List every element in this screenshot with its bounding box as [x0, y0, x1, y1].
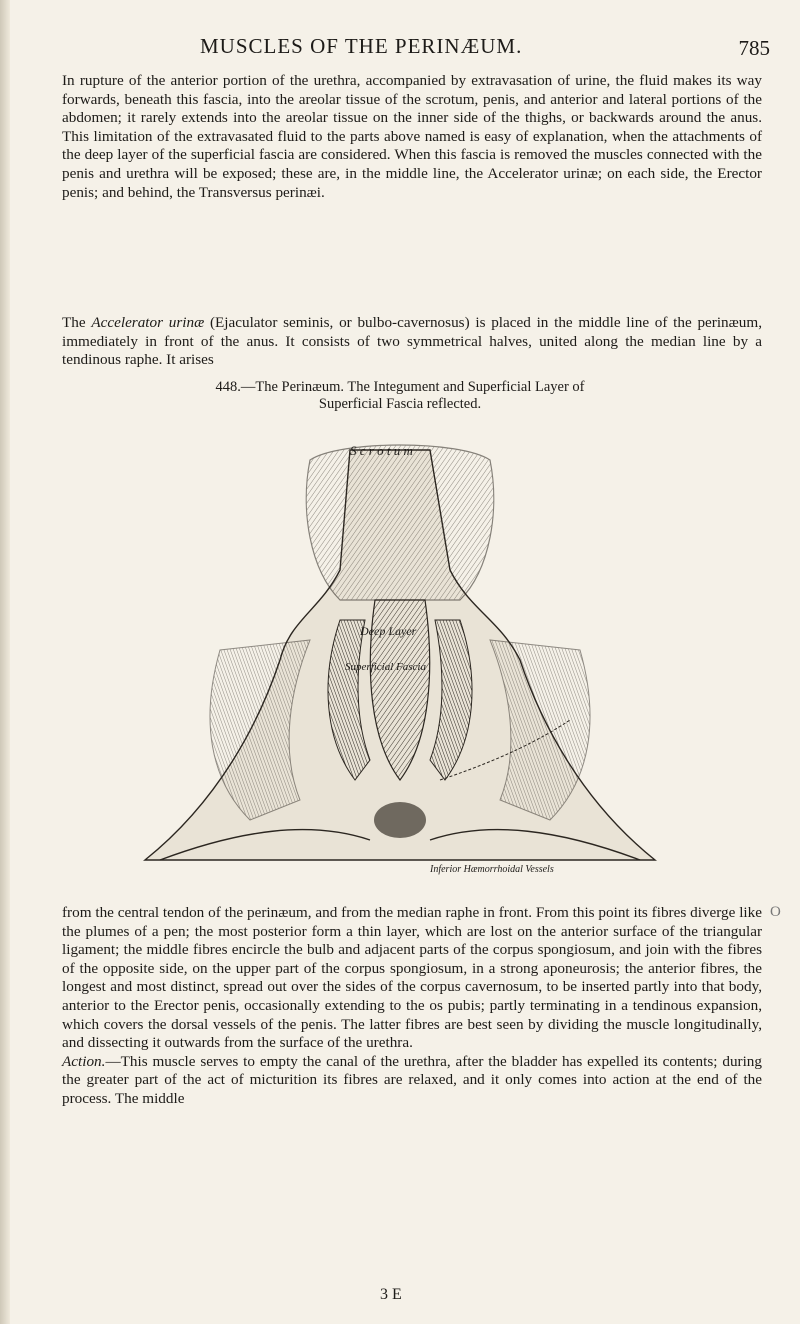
running-title: MUSCLES OF THE PERINÆUM. [200, 34, 523, 58]
paragraph-accelerator [62, 314, 762, 370]
paragraph-continuation [62, 904, 762, 1109]
figure-caption [190, 379, 610, 413]
paragraph-text: In rupture of the anterior portion of the urethra, accompanied by extravasation of urine, the fluid makes its way forwards, beneath this fascia, into the areolar tissue of the scrotum, penis, and anterior and lateral portions of the abdomen; it rarely extends into the areolar tissue on the inner side of the thighs, or backwards around the anus. This limitation of the extravasated fluid to the parts above named is easy of explanation, when the attachments of the deep layer of the superficial fascia are considered. When this fascia is removed the muscles connected with the penis and urethra will be exposed; these are, in the middle line, the Accelerator urinæ; on each side, the Erector penis; and behind, the Transversus perinæi. [62, 72, 762, 201]
label-scrotum: S c r o t u m [350, 443, 413, 458]
label-superficial-fascia: Superficial Fascia [345, 661, 426, 673]
text-rest: (Ejaculator seminis, or bulbo-cavernosus) is placed in the middle line of the perinæum, immediately in front of the anus. It consists of two symmetrical halves, united along the median line by a tendinous raphe. It arises [62, 314, 762, 369]
scrotum-shape [306, 445, 494, 600]
muscle-term: Accelerator urinæ [91, 314, 205, 331]
paragraph-text: from the central tendon of the perinæum, and from the median raphe in front. From this point its fibres diverge like the plumes of a pen; the most posterior form a thin layer, which are lost on the anterior surface of the triangular ligament; the middle fibres encircle the bulb and adjacent parts of the corpus spongiosum, and join with the fibres of the opposite side, on the upper part of the corpus spongiosum, in a strong aponeurosis; the anterior fibres, the longest and most distinct, spread out over the sides of the corpus cavernosum, to be inserted partly into that body, anterior to the Erector penis, occasionally extending to the os pubis; partly terminating in a tendinous expansion, which covers the dorsal vessels of the penis. The latter fibres are best seen by dividing the muscle longitudinally, and dissecting it outwards from the surface of the urethra. [62, 904, 762, 1052]
page-header [60, 34, 770, 64]
page-number: 785 [738, 36, 770, 60]
label-deep-layer: Deep Layer [360, 624, 417, 638]
caption-line: Superficial Fascia reflected. [318, 396, 482, 412]
page-edge [0, 0, 10, 1324]
anus [374, 802, 426, 838]
perinaeum-illustration [140, 420, 660, 890]
paragraph-text [62, 314, 762, 370]
caption-line: 448.—The Perinæum. The Integument and Superficial Layer of [215, 379, 585, 395]
action-text: —This muscle serves to empty the canal of the urethra, after the bladder has expelled its contents; during the greater part of the act of micturition its fibres are relaxed, and it only comes into action at the end of the process. The middle [62, 1052, 762, 1107]
margin-mark: O [770, 904, 781, 920]
label-vessels: Inferior Hæmorrhoidal Vessels [430, 864, 554, 875]
signature-mark: 3 E [380, 1286, 402, 1303]
paragraph-rupture [62, 72, 762, 202]
text-lead: The [62, 314, 92, 331]
action-term: Action. [62, 1052, 106, 1070]
paragraph-action [62, 1053, 762, 1109]
